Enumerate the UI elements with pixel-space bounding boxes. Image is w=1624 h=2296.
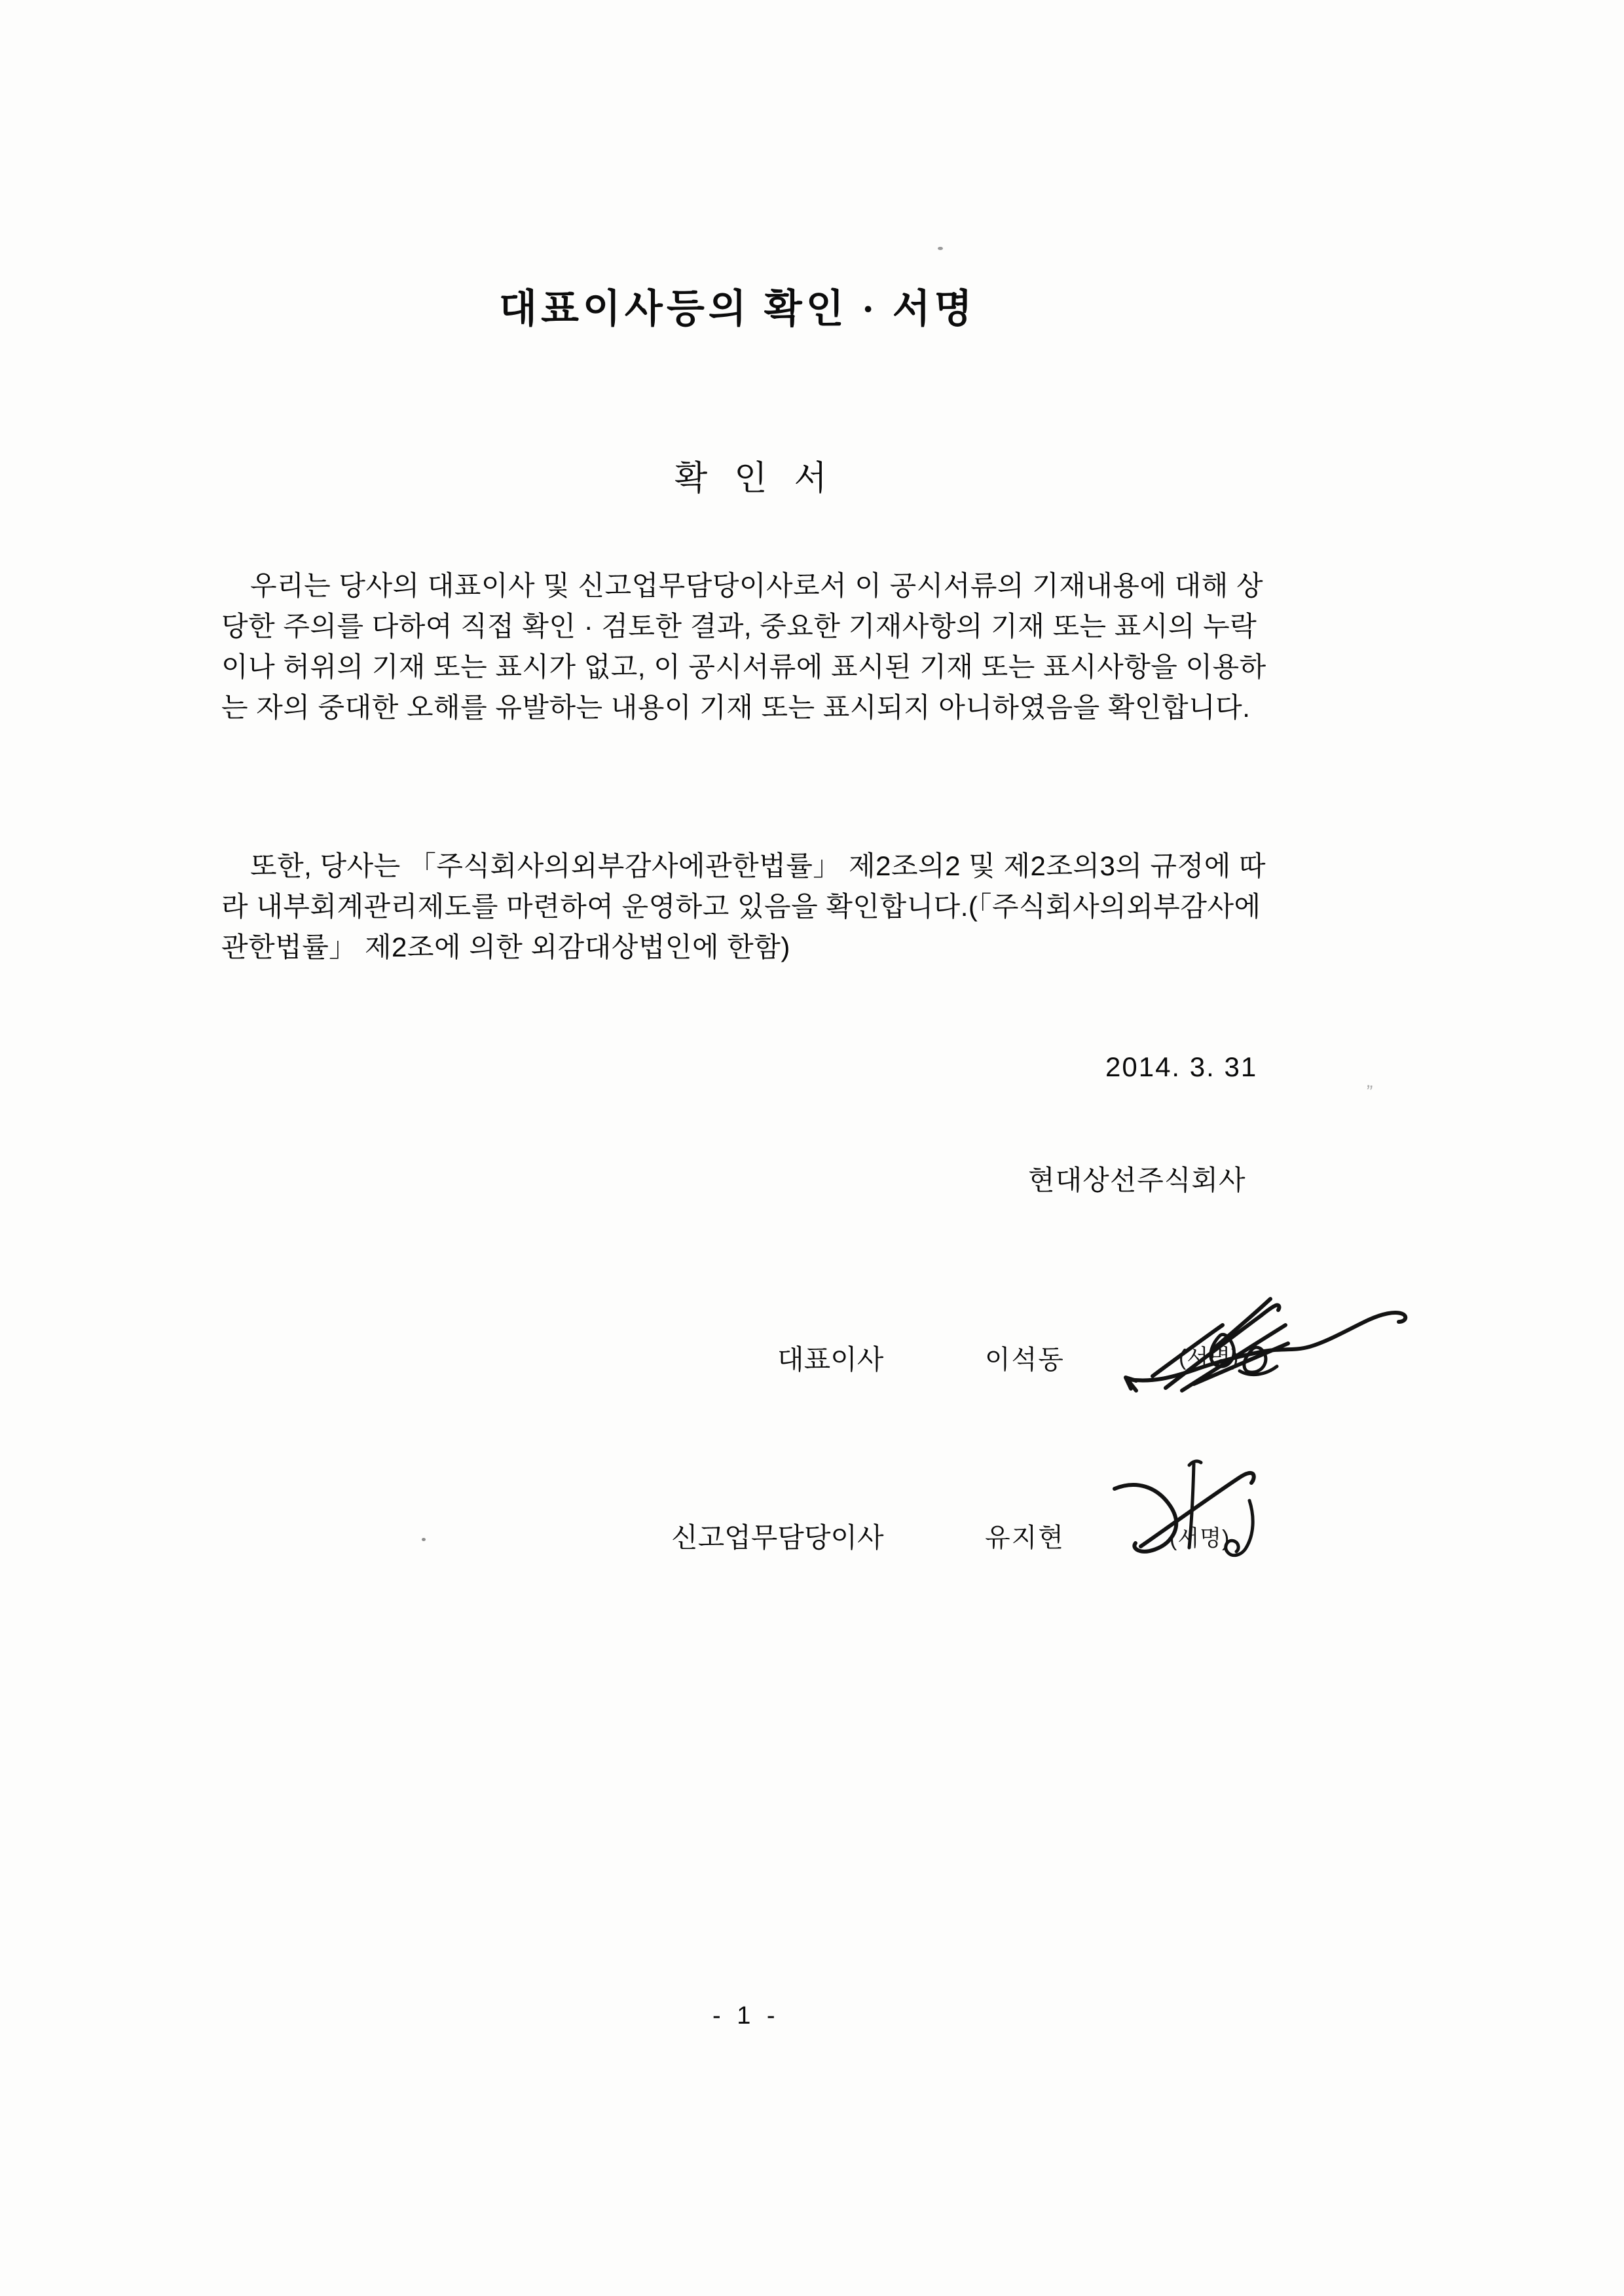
document-title: 대표이사등의 확인 · 서명 <box>499 287 976 331</box>
paragraph-line: 이나 허위의 기재 또는 표시가 없고, 이 공시서류에 표시된 기재 또는 표시사항을 이용하 <box>221 651 1266 682</box>
confirmation-heading: 확 인 서 <box>674 460 836 498</box>
paragraph-internal-control <box>221 846 1295 968</box>
paragraph-line: 관한법률」 제2조에 의한 외감대상법인에 한함) <box>221 932 790 962</box>
paragraph-line: 당한 주의를 다하여 직접 확인 · 검토한 결과, 중요한 기재사항의 기재 또는 표시의 누락 <box>221 611 1257 642</box>
sign-here-label-reporting-officer: (서명) <box>1170 1526 1230 1551</box>
signer-name-reporting-officer: 유지현 <box>985 1523 1065 1552</box>
paragraph-line: 또한, 당사는 「주식회사의외부감사에관한법률」 제2조의2 및 제2조의3의 규정에 따 <box>250 850 1266 881</box>
paragraph-line: 는 자의 중대한 오해를 유발하는 내용이 기재 또는 표시되지 아니하였음을 확인합니다. <box>221 692 1251 723</box>
signer-role-ceo: 대표이사 <box>777 1344 884 1375</box>
page-number: - 1 - <box>712 2002 780 2030</box>
scan-mark: ” <box>1364 1081 1374 1102</box>
document-date: 2014. 3. 31 <box>1105 1051 1258 1082</box>
ceo-handwritten-signature <box>1116 1291 1418 1399</box>
paragraph-line: 라 내부회계관리제도를 마련하여 운영하고 있음을 확인합니다.(「주식회사의외부감사에 <box>221 891 1261 922</box>
signer-role-reporting-officer: 신고업무담당이사 <box>671 1522 884 1553</box>
signer-name-ceo: 이석동 <box>985 1345 1065 1374</box>
reporting-officer-handwritten-signature <box>1105 1453 1305 1571</box>
scan-speck <box>938 247 943 250</box>
scan-speck <box>422 1538 426 1541</box>
paragraph-line: 우리는 당사의 대표이사 및 신고업무담당이사로서 이 공시서류의 기재내용에 대해 상 <box>250 570 1264 601</box>
company-name: 현대상선주식회사 <box>1028 1165 1246 1195</box>
paragraph-disclosure-confirmation <box>221 566 1295 728</box>
sign-here-label-ceo: (서명) <box>1179 1345 1240 1370</box>
